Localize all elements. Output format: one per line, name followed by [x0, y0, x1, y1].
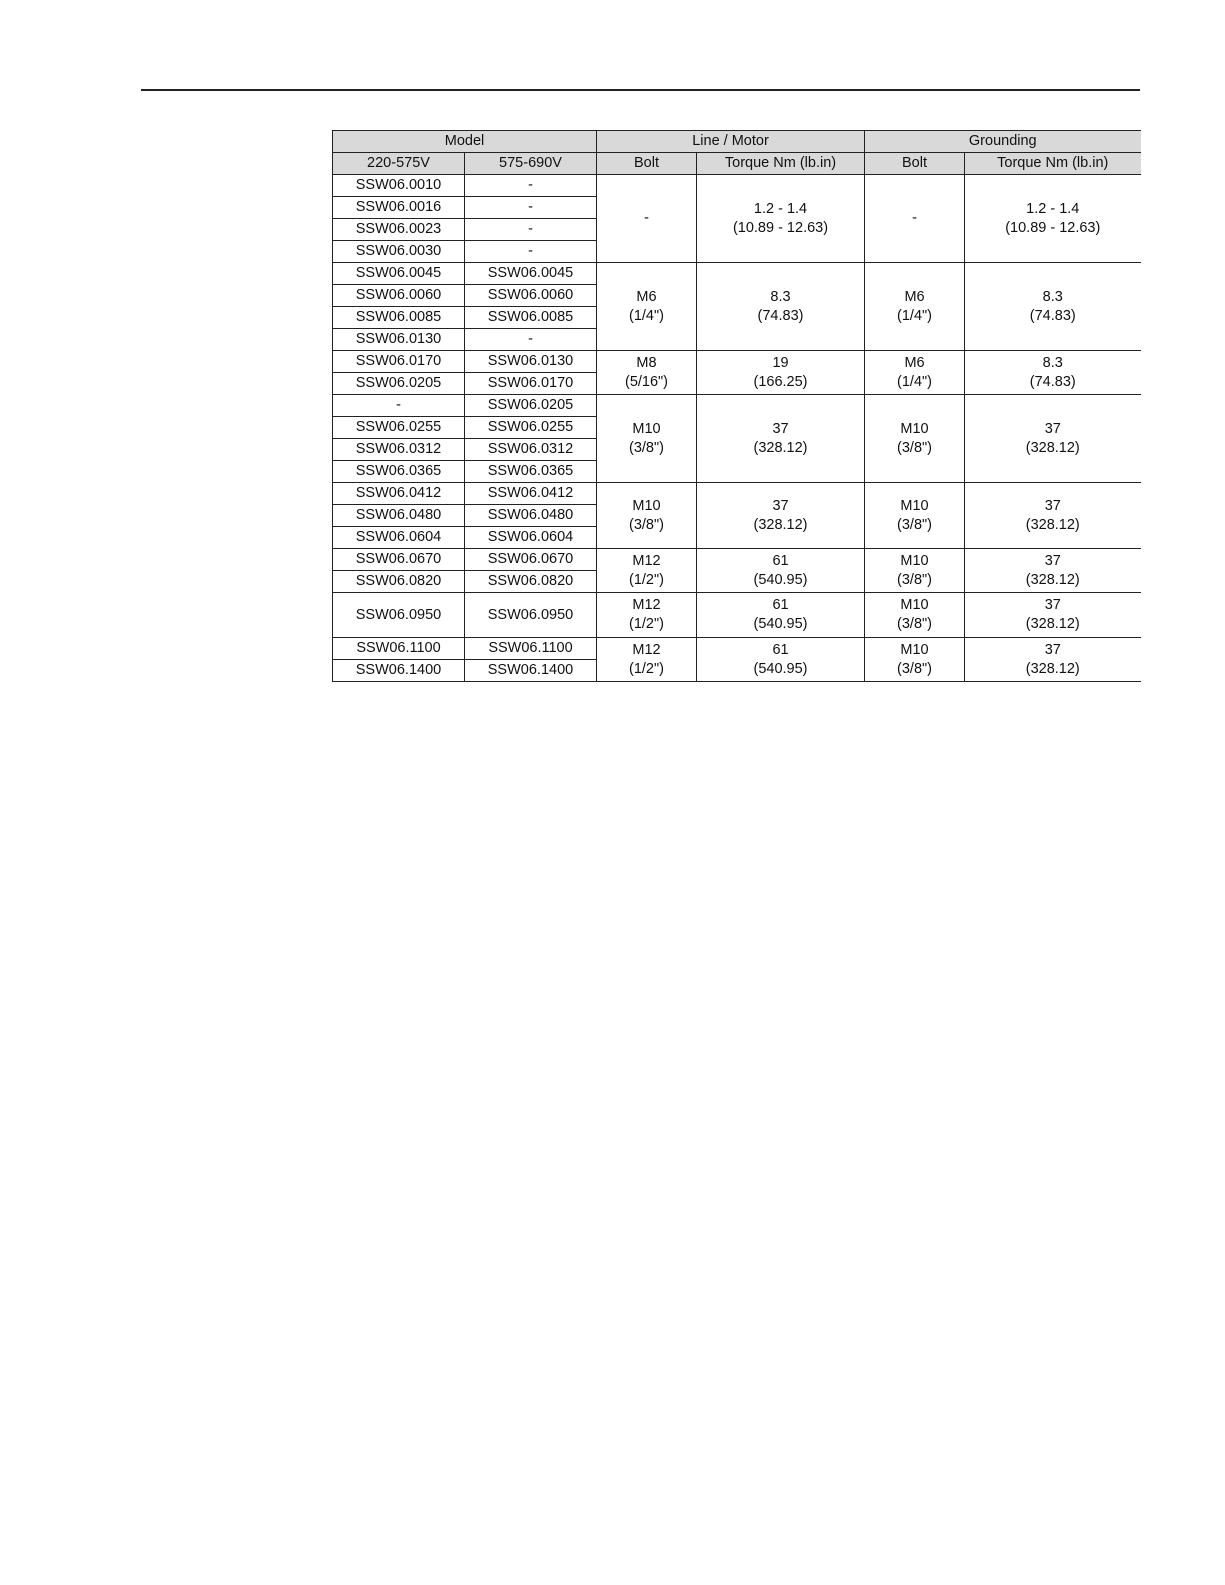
- model-575-690v-cell: SSW06.0170: [465, 373, 597, 395]
- model-575-690v-cell: SSW06.0412: [465, 483, 597, 505]
- ground-bolt-cell: [865, 263, 965, 351]
- line-torque-imperial: (540.95): [753, 571, 808, 588]
- line-torque-value: 37: [772, 420, 789, 437]
- model-220-575v-cell: SSW06.0950: [333, 593, 465, 638]
- ground-bolt-value: -: [912, 210, 917, 226]
- model-575-690v-cell: SSW06.0255: [465, 417, 597, 439]
- line-torque-imperial: (328.12): [753, 439, 808, 456]
- model-220-575v-cell: -: [333, 395, 465, 417]
- line-torque-imperial: (10.89 - 12.63): [732, 219, 829, 236]
- line-torque-cell: [697, 263, 865, 351]
- ground-bolt-cell: [865, 351, 965, 395]
- line-bolt-imperial: (3/8"): [629, 516, 664, 533]
- line-bolt-value: M12: [632, 552, 661, 569]
- line-torque-value: 37: [772, 497, 789, 514]
- model-220-575v-cell: SSW06.0045: [333, 263, 465, 285]
- header-grounding: Grounding: [865, 131, 1141, 153]
- ground-torque-value: 37: [1044, 552, 1061, 569]
- ground-torque-value: 8.3: [1042, 288, 1063, 305]
- table-row: [333, 395, 1141, 417]
- model-220-575v-cell: SSW06.0085: [333, 307, 465, 329]
- header-ground-torque: Torque Nm (lb.in): [965, 153, 1141, 175]
- line-torque-imperial: (540.95): [753, 660, 808, 677]
- line-torque-cell: [697, 593, 865, 638]
- model-220-575v-cell: SSW06.0480: [333, 505, 465, 527]
- line-bolt-value: M12: [632, 597, 661, 613]
- line-torque-cell: [697, 638, 865, 682]
- ground-torque-imperial: (328.12): [1025, 660, 1080, 677]
- line-bolt-cell: [597, 175, 697, 263]
- model-220-575v-cell: SSW06.0130: [333, 329, 465, 351]
- table-row: [333, 549, 1141, 571]
- line-bolt-cell: [597, 638, 697, 682]
- model-575-690v-cell: SSW06.0365: [465, 461, 597, 483]
- ground-torque-cell: [965, 395, 1141, 483]
- ground-bolt-imperial: (3/8"): [897, 439, 932, 456]
- ground-bolt-value: M10: [900, 641, 929, 658]
- ground-torque-value: 8.3: [1042, 354, 1063, 371]
- ground-bolt-value: M10: [900, 420, 929, 437]
- line-torque-value: 61: [772, 552, 789, 569]
- header-575-690v: 575-690V: [465, 153, 597, 175]
- model-220-575v-cell: SSW06.0023: [333, 219, 465, 241]
- ground-bolt-imperial: (1/4"): [897, 373, 932, 390]
- line-bolt-cell: [597, 395, 697, 483]
- model-575-690v-cell: SSW06.0480: [465, 505, 597, 527]
- line-torque-imperial: (166.25): [753, 373, 808, 390]
- model-220-575v-cell: SSW06.1400: [333, 660, 465, 682]
- header-ground-bolt: Bolt: [865, 153, 965, 175]
- model-220-575v-cell: SSW06.0205: [333, 373, 465, 395]
- ground-torque-value: 37: [1044, 597, 1061, 613]
- line-bolt-cell: [597, 351, 697, 395]
- model-575-690v-cell: SSW06.0312: [465, 439, 597, 461]
- model-220-575v-cell: SSW06.0365: [333, 461, 465, 483]
- ground-bolt-value: M6: [904, 354, 925, 371]
- line-bolt-imperial: (1/4"): [629, 307, 664, 324]
- line-bolt-value: M12: [632, 641, 661, 658]
- ground-torque-imperial: (328.12): [1025, 571, 1080, 588]
- ground-bolt-imperial: (3/8"): [897, 616, 932, 632]
- model-575-690v-cell: SSW06.0130: [465, 351, 597, 373]
- header-line-motor: Line / Motor: [597, 131, 865, 153]
- ground-torque-cell: [965, 593, 1141, 638]
- line-bolt-cell: [597, 593, 697, 638]
- line-bolt-value: M10: [632, 497, 661, 514]
- ground-bolt-cell: [865, 175, 965, 263]
- model-220-575v-cell: SSW06.0312: [333, 439, 465, 461]
- line-torque-cell: [697, 395, 865, 483]
- line-torque-value: 8.3: [770, 288, 791, 305]
- ground-torque-value: 1.2 - 1.4: [1026, 200, 1080, 217]
- ground-bolt-imperial: (3/8"): [897, 571, 932, 588]
- table-row: [333, 351, 1141, 373]
- line-bolt-value: M6: [636, 288, 657, 305]
- model-220-575v-cell: SSW06.0170: [333, 351, 465, 373]
- ground-torque-cell: [965, 351, 1141, 395]
- line-torque-value: 61: [772, 641, 789, 658]
- model-575-690v-cell: SSW06.0670: [465, 549, 597, 571]
- ground-torque-imperial: (74.83): [1029, 307, 1076, 324]
- model-220-575v-cell: SSW06.1100: [333, 638, 465, 660]
- line-torque-imperial: (540.95): [753, 616, 808, 632]
- model-575-690v-cell: SSW06.0085: [465, 307, 597, 329]
- line-bolt-cell: [597, 483, 697, 549]
- model-220-575v-cell: SSW06.0060: [333, 285, 465, 307]
- model-575-690v-cell: SSW06.0045: [465, 263, 597, 285]
- model-220-575v-cell: SSW06.0670: [333, 549, 465, 571]
- ground-torque-imperial: (10.89 - 12.63): [1005, 219, 1101, 236]
- line-bolt-imperial: (5/16"): [624, 373, 669, 390]
- line-bolt-cell: [597, 263, 697, 351]
- model-220-575v-cell: SSW06.0255: [333, 417, 465, 439]
- line-bolt-value: M8: [636, 354, 657, 371]
- ground-torque-imperial: (74.83): [1029, 373, 1076, 390]
- line-bolt-imperial: (1/2"): [629, 571, 664, 588]
- ground-bolt-value: M10: [900, 552, 929, 569]
- line-bolt-imperial: (1/2"): [629, 660, 664, 677]
- model-575-690v-cell: -: [465, 219, 597, 241]
- line-torque-value: 19: [772, 354, 789, 371]
- header-line-torque: Torque Nm (lb.in): [697, 153, 865, 175]
- model-220-575v-cell: SSW06.0412: [333, 483, 465, 505]
- model-220-575v-cell: SSW06.0820: [333, 571, 465, 593]
- ground-torque-cell: [965, 638, 1141, 682]
- header-rule: [141, 89, 1140, 91]
- model-575-690v-cell: -: [465, 241, 597, 263]
- ground-bolt-value: M10: [900, 597, 929, 613]
- line-torque-cell: [697, 549, 865, 593]
- line-torque-value: 61: [772, 597, 789, 613]
- model-575-690v-cell: SSW06.0604: [465, 527, 597, 549]
- line-bolt-imperial: (3/8"): [629, 439, 664, 456]
- table-row: [333, 638, 1141, 660]
- model-575-690v-cell: SSW06.1400: [465, 660, 597, 682]
- ground-bolt-cell: [865, 549, 965, 593]
- header-model: Model: [333, 131, 597, 153]
- ground-torque-cell: [965, 175, 1141, 263]
- model-575-690v-cell: SSW06.0950: [465, 593, 597, 638]
- line-torque-cell: [697, 351, 865, 395]
- model-220-575v-cell: SSW06.0604: [333, 527, 465, 549]
- model-575-690v-cell: SSW06.0205: [465, 395, 597, 417]
- model-220-575v-cell: SSW06.0016: [333, 197, 465, 219]
- table-row: [333, 175, 1141, 197]
- header-220-575v: 220-575V: [333, 153, 465, 175]
- model-575-690v-cell: -: [465, 175, 597, 197]
- model-220-575v-cell: SSW06.0030: [333, 241, 465, 263]
- ground-torque-value: 37: [1044, 497, 1061, 514]
- ground-torque-imperial: (328.12): [1025, 616, 1080, 632]
- ground-torque-cell: [965, 549, 1141, 593]
- line-bolt-value: -: [644, 210, 649, 226]
- model-575-690v-cell: SSW06.1100: [465, 638, 597, 660]
- line-bolt-cell: [597, 549, 697, 593]
- ground-bolt-value: M6: [904, 288, 925, 305]
- group-header-row: [333, 131, 1141, 153]
- table-row: [333, 263, 1141, 285]
- ground-torque-imperial: (328.12): [1025, 439, 1080, 456]
- bolt-torque-table: [332, 130, 1141, 682]
- ground-bolt-value: M10: [900, 497, 929, 514]
- ground-torque-cell: [965, 263, 1141, 351]
- model-575-690v-cell: -: [465, 197, 597, 219]
- ground-bolt-imperial: (3/8"): [897, 516, 932, 533]
- line-bolt-value: M10: [632, 420, 661, 437]
- line-torque-cell: [697, 483, 865, 549]
- line-torque-value: 1.2 - 1.4: [753, 200, 808, 217]
- line-bolt-imperial: (1/2"): [629, 616, 664, 632]
- header-line-bolt: Bolt: [597, 153, 697, 175]
- ground-bolt-imperial: (3/8"): [897, 660, 932, 677]
- ground-bolt-cell: [865, 638, 965, 682]
- ground-torque-value: 37: [1044, 420, 1061, 437]
- line-torque-cell: [697, 175, 865, 263]
- ground-torque-imperial: (328.12): [1025, 516, 1080, 533]
- model-575-690v-cell: -: [465, 329, 597, 351]
- ground-bolt-cell: [865, 483, 965, 549]
- ground-torque-cell: [965, 483, 1141, 549]
- ground-bolt-cell: [865, 593, 965, 638]
- ground-bolt-imperial: (1/4"): [897, 307, 932, 324]
- table-row: [333, 593, 1141, 638]
- line-torque-imperial: (328.12): [753, 516, 808, 533]
- table-row: [333, 483, 1141, 505]
- ground-bolt-cell: [865, 395, 965, 483]
- line-torque-imperial: (74.83): [757, 307, 804, 324]
- model-575-690v-cell: SSW06.0060: [465, 285, 597, 307]
- ground-torque-value: 37: [1044, 641, 1061, 658]
- model-220-575v-cell: SSW06.0010: [333, 175, 465, 197]
- model-575-690v-cell: SSW06.0820: [465, 571, 597, 593]
- table-body: [333, 175, 1141, 682]
- sub-header-row: [333, 153, 1141, 175]
